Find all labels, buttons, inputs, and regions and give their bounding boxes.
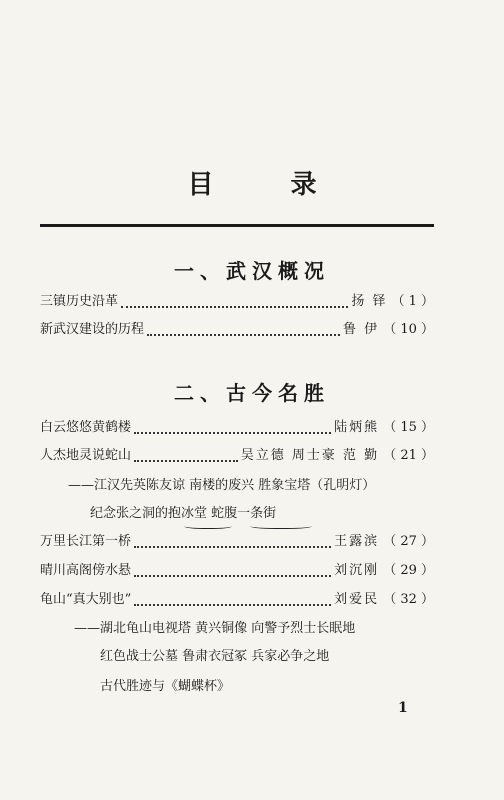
toc-subline: ——湖北龟山电视塔 黄兴铜像 向警予烈士长眠地 (74, 621, 356, 636)
toc-entry-author: 陆炳熊 (334, 420, 380, 435)
toc-entry-page: （ 15 ） (383, 420, 434, 435)
section-heading: 一、武汉概况 (174, 259, 330, 283)
toc-entry-title: 新武汉建设的历程 (40, 322, 145, 337)
toc-entry[interactable] (40, 444, 434, 466)
toc-leader (134, 604, 331, 606)
section-heading: 二、古今名胜 (174, 381, 330, 405)
toc-entry[interactable] (40, 559, 434, 581)
toc-leader (147, 334, 340, 336)
toc-subline: 古代胜迹与《蝴蝶杯》 (100, 679, 231, 694)
page-title: 目 录 (187, 170, 351, 200)
toc-entry-author: 刘沉刚 (334, 563, 380, 578)
toc-entry-page: （ 10 ） (383, 322, 434, 337)
toc-entry-page: （ 32 ） (383, 592, 434, 607)
toc-entry-author: 鲁 伊 (343, 322, 380, 337)
toc-entry[interactable] (40, 530, 434, 552)
toc-entry-page: （ 21 ） (383, 448, 434, 463)
toc-entry-page: （ 27 ） (383, 534, 434, 549)
toc-entry-title: 人杰地灵说蛇山 (40, 448, 132, 463)
toc-entry-title: 万里长江第一桥 (40, 534, 132, 549)
toc-entry-title: 三镇历史沿革 (40, 294, 119, 309)
title-rule (40, 224, 434, 227)
toc-entry[interactable] (40, 318, 434, 340)
toc-subline: 红色战士公墓 鲁肃衣冠冢 兵家必争之地 (100, 649, 330, 664)
toc-entry-author: 扬 铎 (351, 294, 388, 309)
toc-subline: ——江汉先英陈友谅 南楼的废兴 胜象宝塔（孔明灯） (68, 478, 376, 493)
toc-leader (121, 306, 348, 308)
toc-entry-author: 吴立德 周士豪 范 勤 (240, 448, 380, 463)
toc-entry-author: 刘爱民 (334, 592, 380, 607)
toc-subline: 纪念张之洞的抱冰堂 蛇腹一条街 (90, 506, 277, 521)
toc-entry[interactable] (40, 588, 434, 610)
toc-entry-title: 晴川高阁傍水悬 (40, 563, 132, 578)
toc-entry-page: （ 1 ） (391, 294, 434, 309)
toc-leader (134, 460, 238, 462)
toc-entry-title: 龟山“真大别也” (40, 592, 132, 607)
toc-entry[interactable] (40, 416, 434, 438)
handwritten-underline (250, 522, 312, 529)
toc-leader (134, 546, 331, 548)
toc-entry-title: 白云悠悠黄鹤楼 (40, 420, 132, 435)
handwritten-underline (184, 522, 232, 529)
toc-leader (134, 575, 331, 577)
toc-entry-page: （ 29 ） (383, 563, 434, 578)
toc-leader (134, 432, 331, 434)
page-number: 1 (398, 700, 408, 716)
toc-entry-author: 王露滨 (334, 534, 380, 549)
toc-entry[interactable] (40, 290, 434, 312)
